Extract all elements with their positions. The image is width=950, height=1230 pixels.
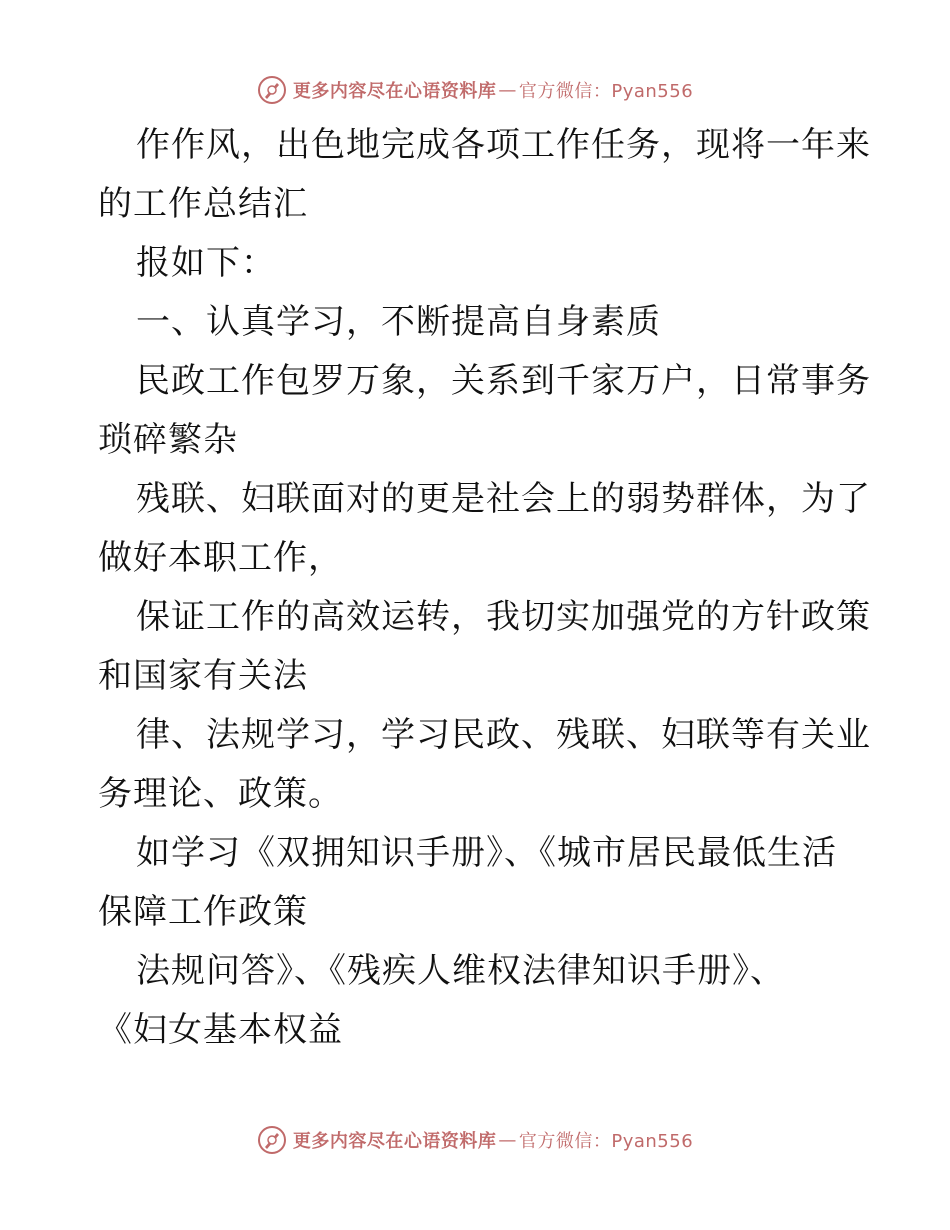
- body-line: 民政工作包罗万象，关系到千家万户，日常事务: [136, 361, 871, 401]
- banner-separator: —: [498, 1129, 517, 1151]
- body-line: 务理论、政策。: [98, 774, 343, 814]
- body-line: 做好本职工作，: [98, 538, 343, 578]
- quill-logo-icon: [257, 1125, 287, 1155]
- banner-brand: 更多内容尽在心语资料库: [292, 81, 497, 102]
- body-text: [98, 116, 871, 1060]
- body-line: 保障工作政策: [98, 892, 308, 932]
- banner-separator: —: [498, 79, 517, 101]
- body-line: 法规问答》、《残疾人维权法律知识手册》、: [136, 951, 785, 991]
- banner-brand: 更多内容尽在心语资料库: [292, 1131, 497, 1152]
- body-line: 作作风，出色地完成各项工作任务，现将一年来: [136, 125, 871, 165]
- quill-logo-icon: [257, 75, 287, 105]
- body-line: 《妇女基本权益: [98, 1010, 343, 1050]
- body-line: 琐碎繁杂: [98, 420, 238, 460]
- body-line: 的工作总结汇: [98, 184, 308, 224]
- section-heading: 一、认真学习，不断提高自身素质: [136, 302, 661, 342]
- body-line: 保证工作的高效运转，我切实加强党的方针政策: [136, 597, 871, 637]
- body-line: 报如下：: [136, 243, 276, 283]
- header-banner: [0, 74, 950, 106]
- banner-wechat: 官方微信：Pyan556: [518, 81, 694, 102]
- body-line: 和国家有关法: [98, 656, 308, 696]
- footer-banner: [0, 1124, 950, 1156]
- body-line: 如学习《双拥知识手册》、《城市居民最低生活: [136, 833, 837, 873]
- body-line: 残联、妇联面对的更是社会上的弱势群体，为了: [136, 479, 871, 519]
- banner-wechat: 官方微信：Pyan556: [518, 1131, 694, 1152]
- body-line: 律、法规学习，学习民政、残联、妇联等有关业: [136, 715, 871, 755]
